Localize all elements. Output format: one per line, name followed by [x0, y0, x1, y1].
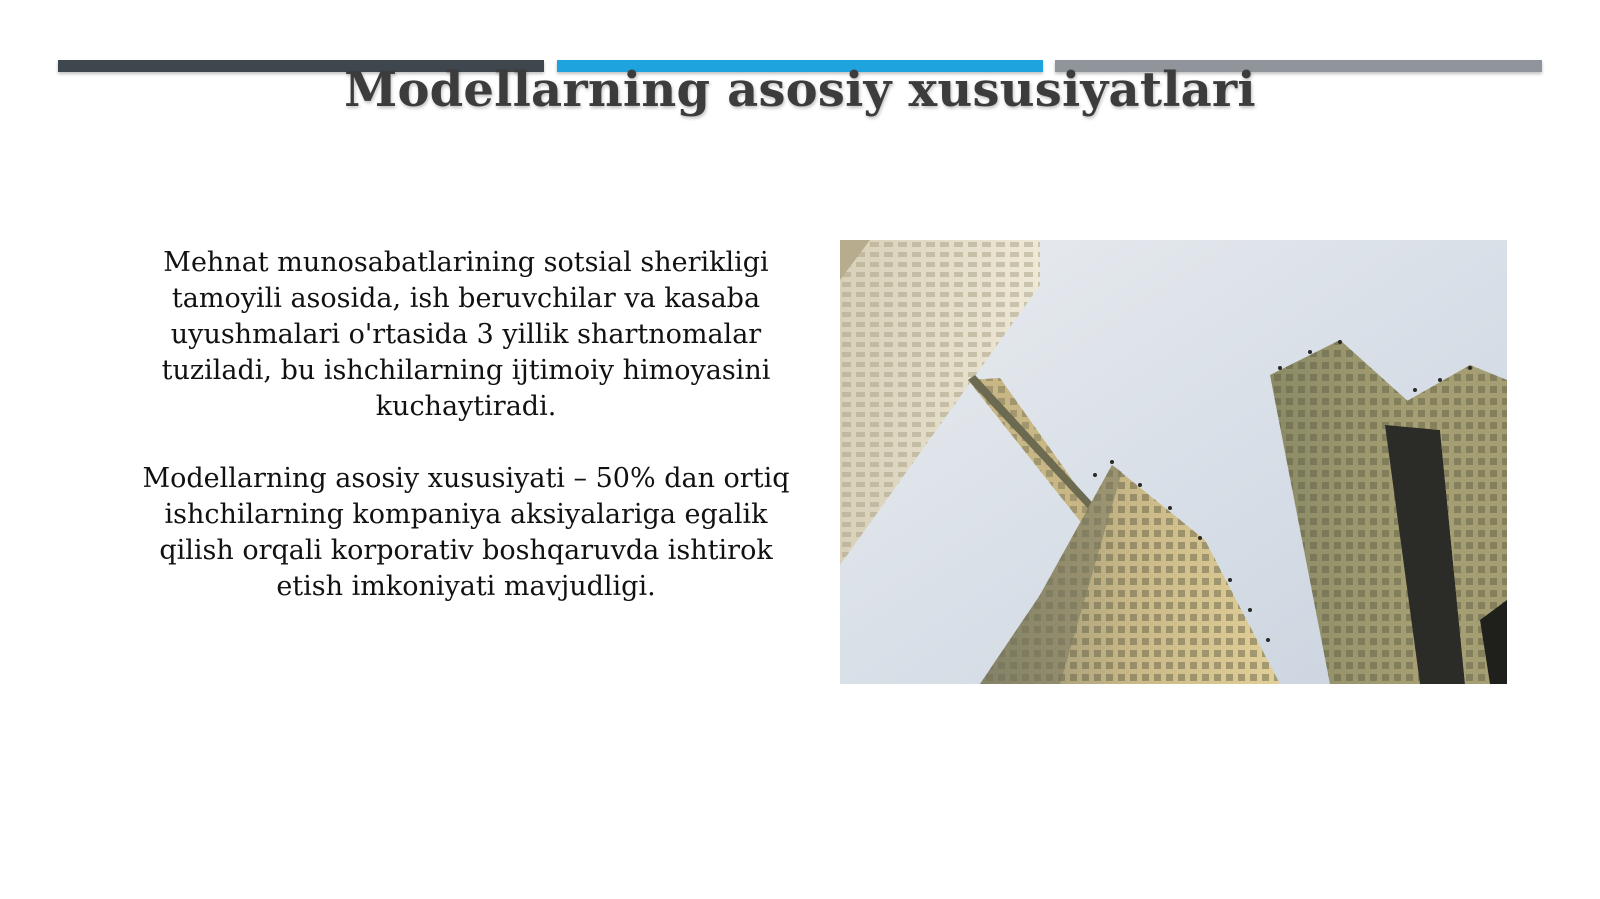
- body-text: [125, 245, 807, 641]
- paragraph-employee-ownership: Modellarning asosiy xususiyati – 50% dan ortiq ishchilarning kompaniya aksiyalariga egalik qilish orqali korporativ boshqaruvda ishtirok etish imkoniyati mavjudligi.: [142, 463, 790, 602]
- slide-title: Modellarning asosiy xususiyatlari: [344, 62, 1256, 118]
- paragraph-social-partnership: Mehnat munosabatlarining sotsial sherikligi tamoyili asosida, ish beruvchilar va kasaba uyushmalari o'rtasida 3 yillik shartnomalar tuziladi, bu ishchilarning ijtimoiy himoyasini kuchaytiradi.: [161, 247, 771, 422]
- office-towers-photo: [840, 240, 1507, 684]
